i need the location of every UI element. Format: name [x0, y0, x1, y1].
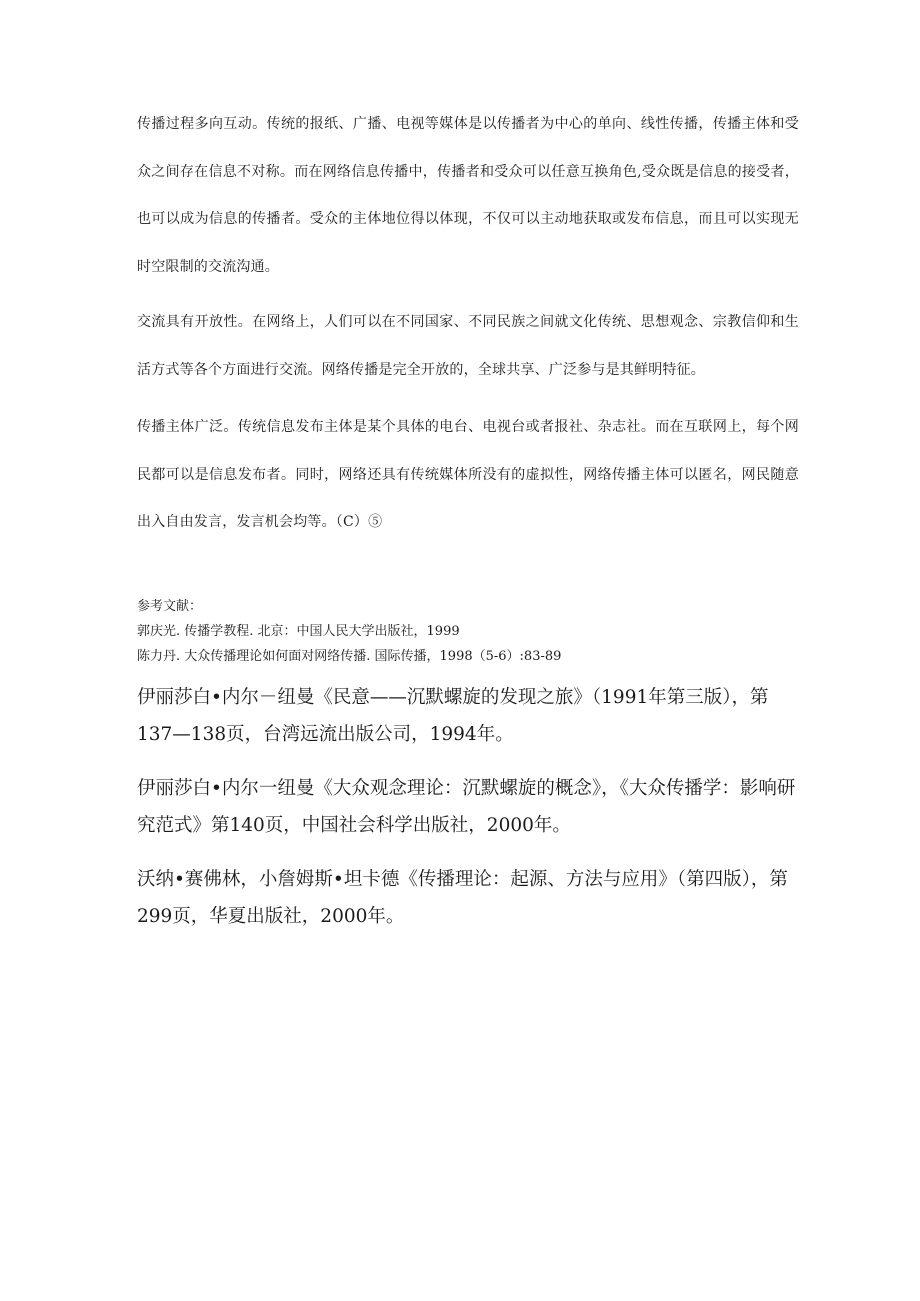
reference-item: 郭庆光. 传播学教程. 北京：中国人民大学出版社，1999 [137, 624, 460, 639]
references-heading: 参考文献： [137, 599, 203, 614]
body-paragraph: 交流具有开放性。在网络上，人们可以在不同国家、不同民族之间就文化传统、思想观念、宗教信仰和生活方式等各个方面进行交流。网络传播是完全开放的，全球共享、广泛参与是其鲜明特征。 [137, 314, 799, 378]
body-paragraph: 传播主体广泛。传统信息发布主体是某个具体的电台、电视台或者报社、杂志社。而在互联网上，每个网民都可以是信息发布者。同时，网络还具有传统媒体所没有的虚拟性，网络传播主体可以匿名，网民随意出入自由发言，发言机会均等。（C）⑤ [137, 419, 799, 530]
reference-item: 伊丽莎白•内尔一纽曼《大众观念理论：沉默螺旋的概念》，《大众传播学：影响研究范式》第140页，中国社会科学出版社，2000年。 [137, 778, 796, 836]
reference-item: 伊丽莎白•内尔－纽曼《民意——沉默螺旋的发现之旅》（1991年第三版），第137—138页，台湾远流出版公司，1994年。 [137, 687, 769, 745]
body-paragraph: 传播过程多向互动。传统的报纸、广播、电视等媒体是以传播者为中心的单向、线性传播，传播主体和受众之间存在信息不对称。而在网络信息传播中，传播者和受众可以任意互换角色,受众既是信息的接受者，也可以成为信息的传播者。受众的主体地位得以体现，不仅可以主动地获取或发布信息，而且可以实现无时空限制的交流沟通。 [137, 116, 799, 275]
reference-item: 沃纳•赛佛林，小詹姆斯•坦卡德《传播理论：起源、方法与应用》（第四版），第299页，华夏出版社，2000年。 [137, 869, 788, 927]
reference-item: 陈力丹. 大众传播理论如何面对网络传播. 国际传播，1998（5-6）:83-89 [137, 649, 562, 664]
